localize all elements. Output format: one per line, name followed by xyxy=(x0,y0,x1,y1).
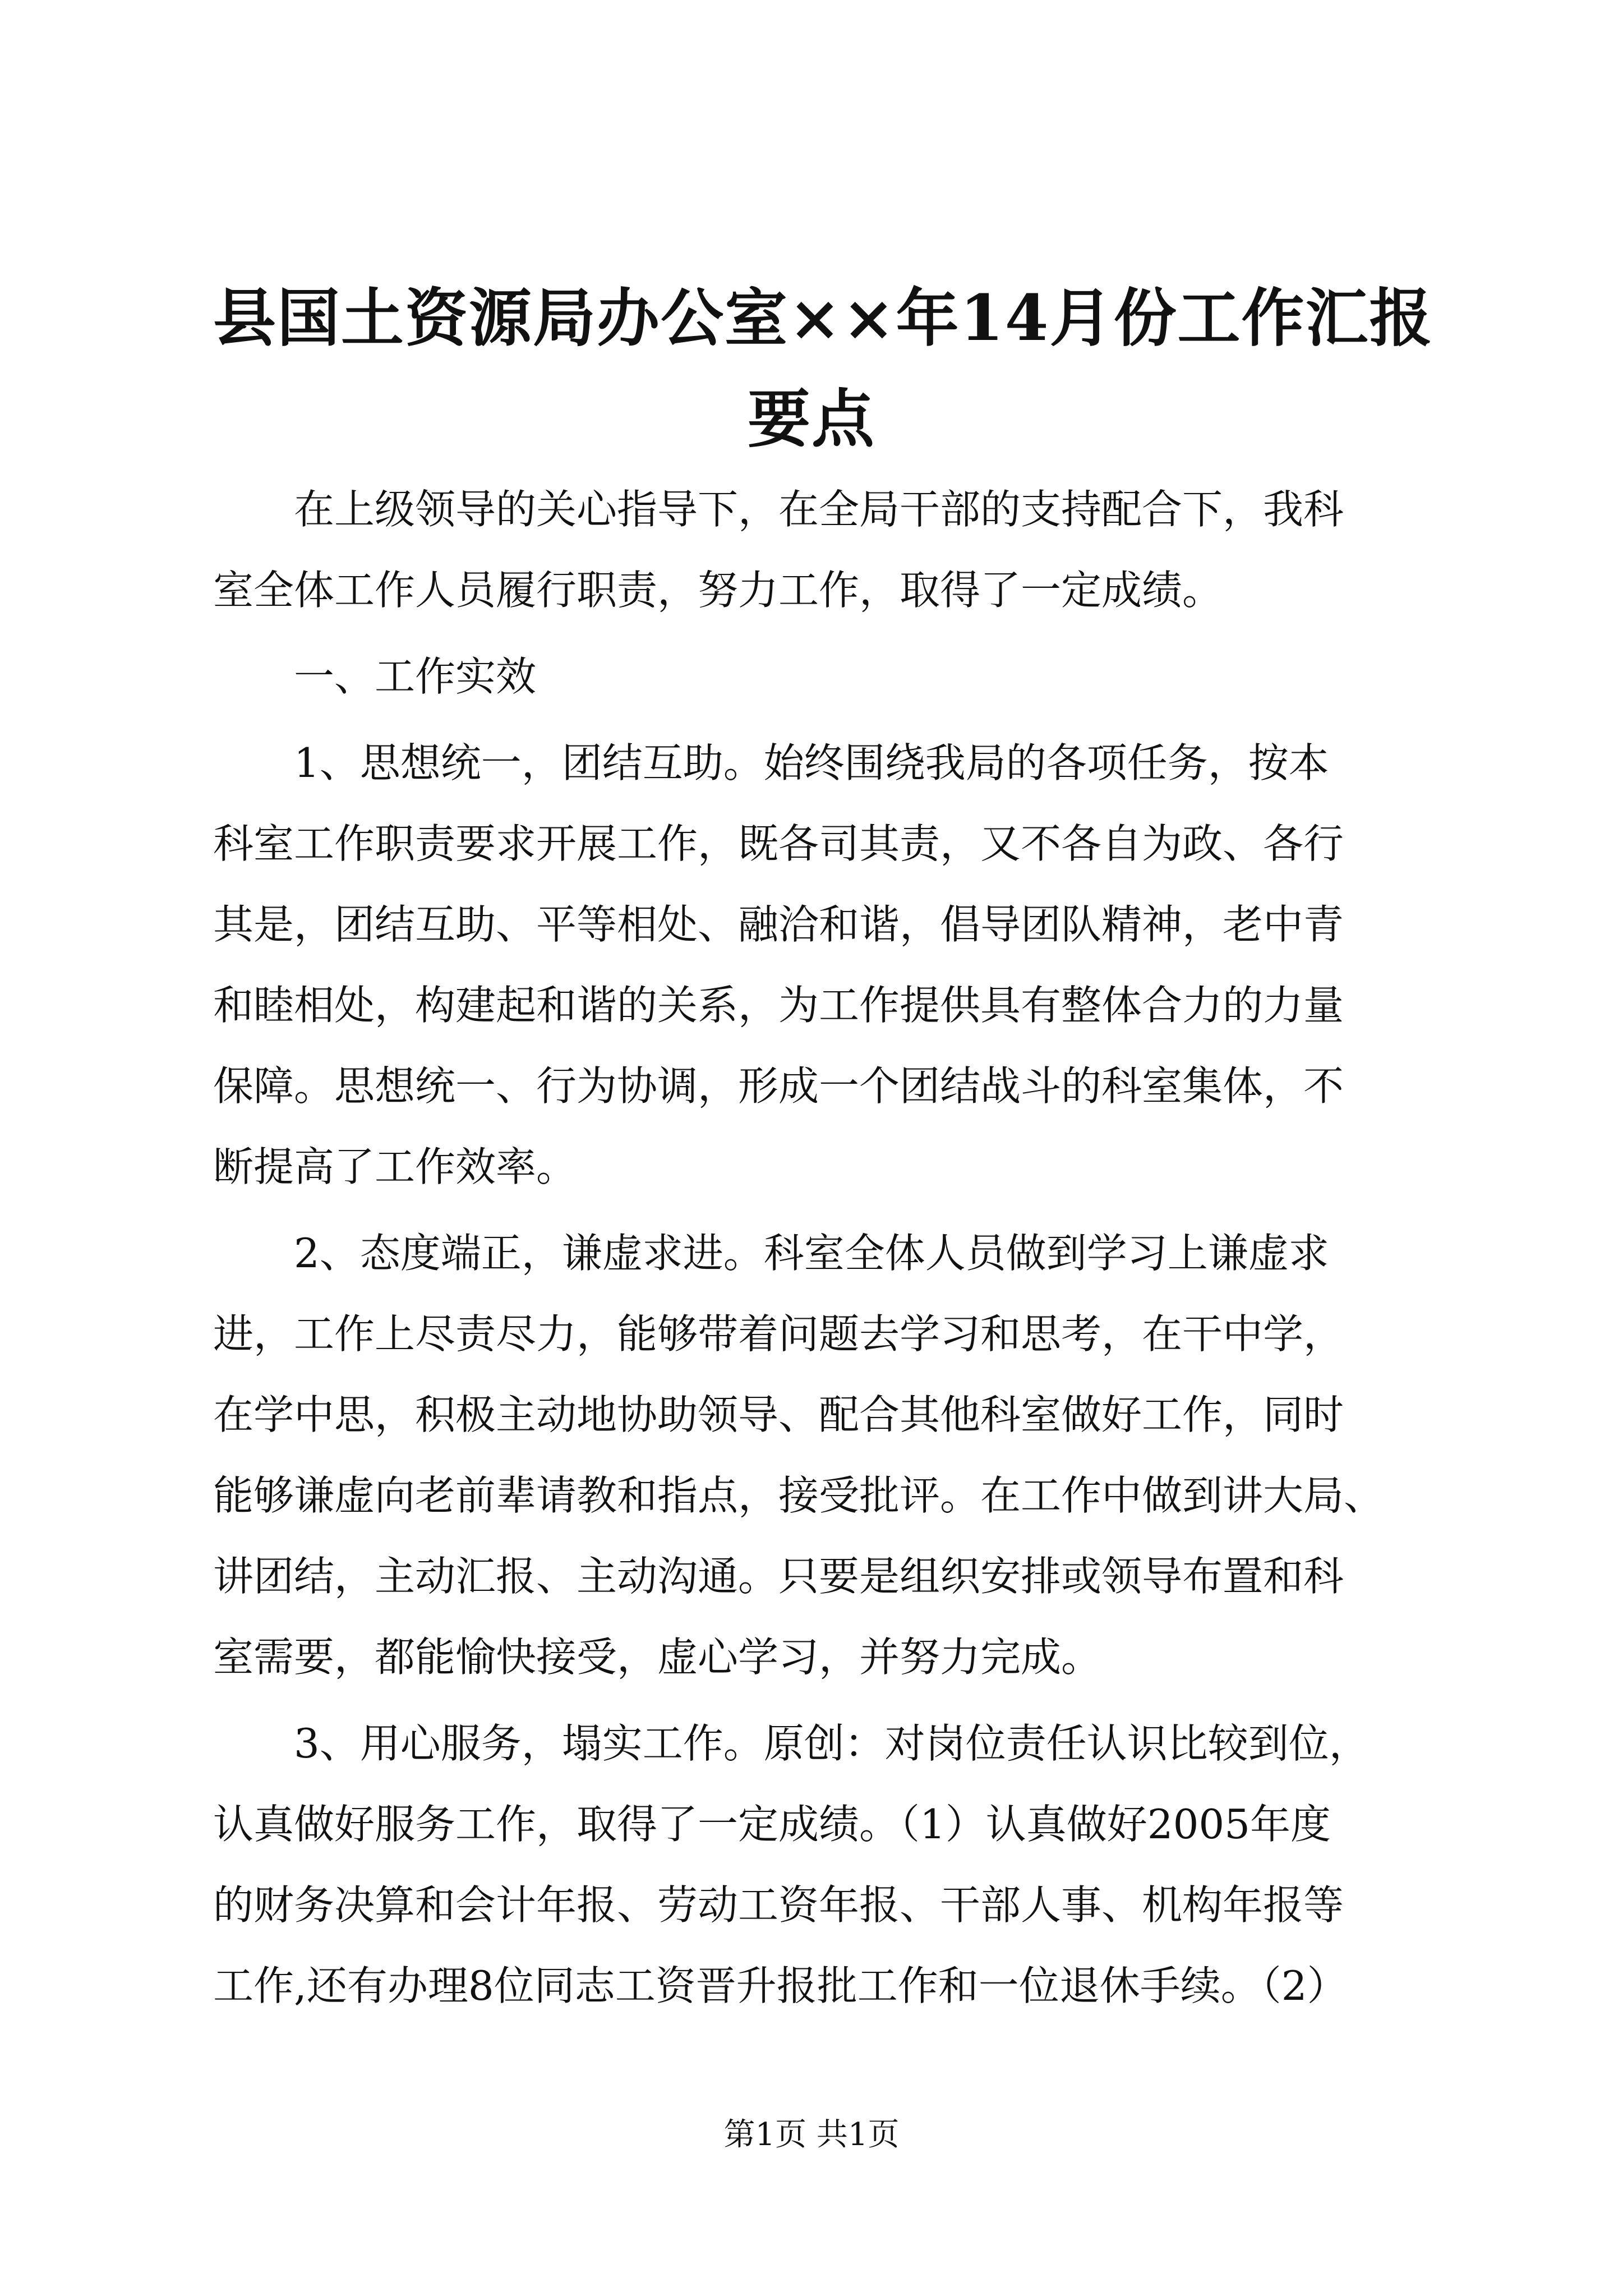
body-line: 进，工作上尽责尽力，能够带着问题去学习和思考，在干中学， xyxy=(213,1310,1344,1358)
page-footer: 第1页 共1页 xyxy=(723,2116,900,2153)
body-line: 认真做好服务工作，取得了一定成绩。（1）认真做好2005年度 xyxy=(213,1801,1331,1848)
body-line: 其是，团结互助、平等相处、融洽和谐，倡导团队精神，老中青 xyxy=(213,901,1344,948)
document-title-line-1: 县国土资源局办公室××年14月份工作汇报 xyxy=(213,282,1433,355)
body-line: 科室工作职责要求开展工作，既各司其责，又不各自为政、各行 xyxy=(213,820,1344,867)
body-line: 在上级领导的关心指导下，在全局干部的支持配合下，我科 xyxy=(213,486,1344,533)
body-line: 讲团结，主动汇报、主动沟通。只要是组织安排或领导布置和科 xyxy=(213,1553,1344,1600)
body-line: 2、态度端正，谦虚求进。科室全体人员做到学习上谦虚求 xyxy=(213,1230,1329,1277)
body-line: 断提高了工作效率。 xyxy=(213,1143,577,1190)
body-line: 室需要，都能愉快接受，虚心学习，并努力完成。 xyxy=(213,1634,1102,1681)
body-line: 保障。思想统一、行为协调，形成一个团结战斗的科室集体，不 xyxy=(213,1062,1344,1110)
body-line: 室全体工作人员履行职责，努力工作，取得了一定成绩。 xyxy=(213,567,1223,614)
body-line: 和睦相处，构建起和谐的关系，为工作提供具有整体合力的力量 xyxy=(213,982,1344,1029)
body-line: 工作,还有办理8位同志工资晋升报批工作和一位退休手续。（2） xyxy=(213,1962,1348,2009)
body-line: 1、思想统一，团结互助。始终围绕我局的各项任务，按本 xyxy=(213,739,1329,786)
document-title-line-2: 要点 xyxy=(748,383,875,456)
body-line: 3、用心服务，塌实工作。原创：对岗位责任认识比较到位， xyxy=(213,1720,1370,1767)
body-line: 的财务决算和会计年报、劳动工资年报、干部人事、机构年报等 xyxy=(213,1881,1344,1929)
body-line: 在学中思，积极主动地协助领导、配合其他科室做好工作，同时 xyxy=(213,1391,1344,1438)
document-title xyxy=(213,268,1433,470)
section-heading: 一、工作实效 xyxy=(213,653,537,700)
body-line: 能够谦虚向老前辈请教和指点，接受批评。在工作中做到讲大局、 xyxy=(213,1472,1385,1519)
document-body xyxy=(213,469,1410,2026)
